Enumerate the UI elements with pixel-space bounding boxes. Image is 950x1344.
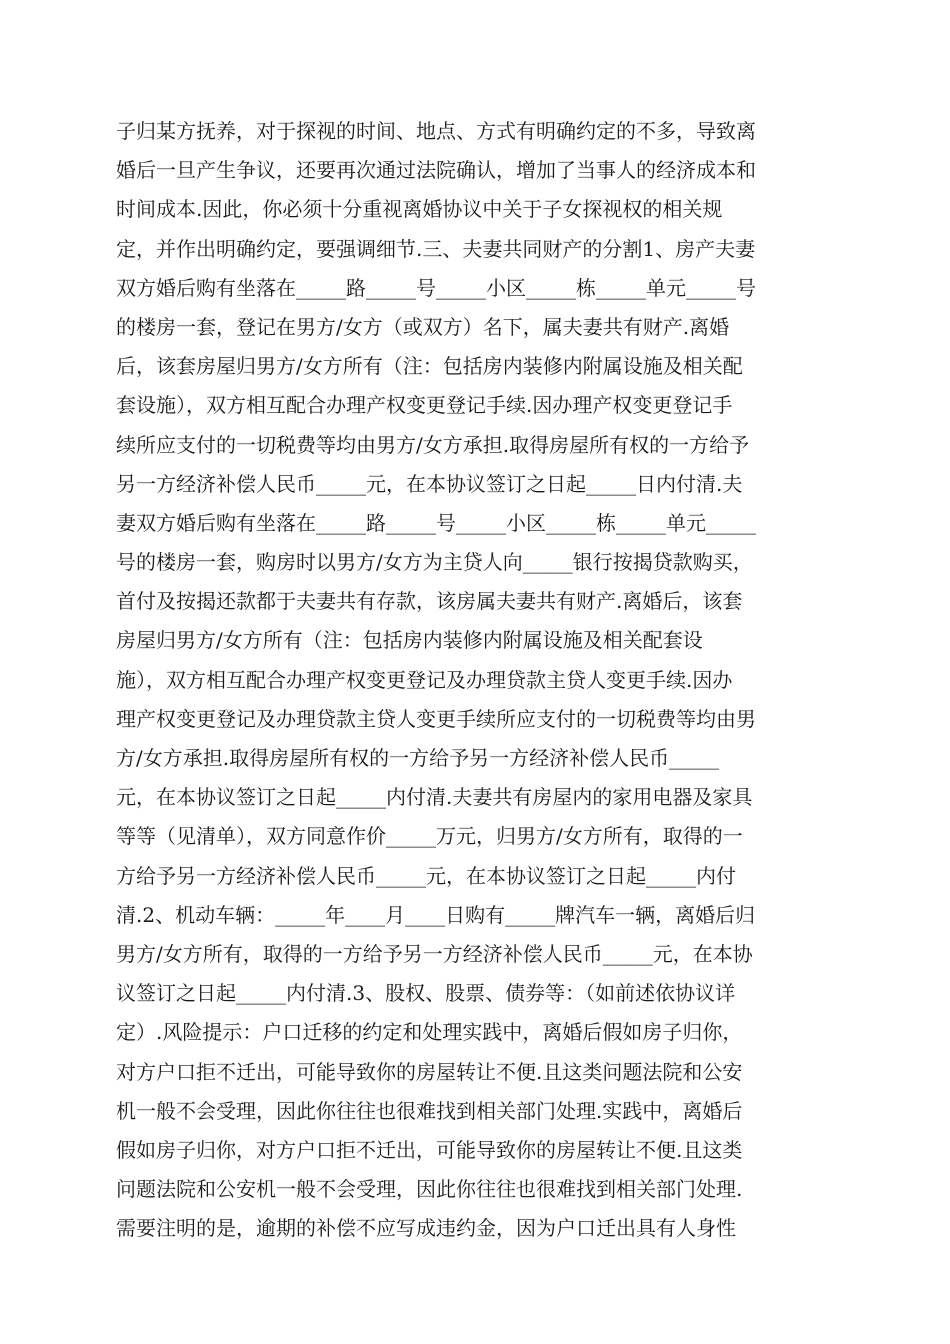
text-line: 元，在本协议签订之日起_____内付清.夫妻共有房屋内的家用电器及家具	[116, 785, 753, 810]
text-line: 另一方经济补偿人民币_____元，在本协议签订之日起_____日内付清.夫	[116, 471, 743, 496]
text-line: 号的楼房一套，购房时以男方/女方为主贷人向_____银行按揭贷款购买，	[116, 550, 753, 575]
text-line: 妻双方婚后购有坐落在_____路_____号_____小区_____栋_____单元_____	[116, 510, 756, 535]
text-line: 清.2、机动车辆：_____年____月____日购有_____牌汽车一辆，离婚后归	[116, 902, 756, 927]
body-text	[116, 112, 836, 1248]
text-line: 议签订之日起_____内付清.3、股权、股票、债券等：（如前述依协议详	[116, 981, 736, 1006]
text-line: 等等（见清单），双方同意作价_____万元，归男方/女方所有，取得的一	[116, 824, 743, 849]
text-line: 理产权变更登记及办理贷款主贷人变更手续所应支付的一切税费等均由男	[116, 706, 756, 731]
text-line: 问题法院和公安机一般不会受理，因此你往往也很难找到相关部门处理.	[116, 1177, 743, 1202]
text-line: 婚后一旦产生争议，还要再次通过法院确认，增加了当事人的经济成本和	[116, 158, 756, 183]
text-line: 套设施），双方相互配合办理产权变更登记手续.因办理产权变更登记手	[116, 393, 733, 418]
text-line: 后，该套房屋归男方/女方所有（注：包括房内装修内附属设施及相关配	[116, 354, 743, 379]
text-line: 方给予另一方经济补偿人民币_____元，在本协议签订之日起_____内付	[116, 863, 736, 888]
text-line: 假如房子归你，对方户口拒不迁出，可能导致你的房屋转让不便.且这类	[116, 1137, 743, 1162]
text-line: 男方/女方所有，取得的一方给予另一方经济补偿人民币_____元，在本协	[116, 941, 753, 966]
text-line: 方/女方承担.取得房屋所有权的一方给予另一方经济补偿人民币_____	[116, 746, 720, 770]
text-line: 房屋归男方/女方所有（注：包括房内装修内附属设施及相关配套设	[116, 628, 703, 653]
text-line: 的楼房一套，登记在男方/女方（或双方）名下，属夫妻共有财产.离婚	[116, 314, 730, 339]
text-line: 定，并作出明确约定，要强调细节.三、夫妻共同财产的分割1、房产夫妻	[116, 236, 756, 261]
text-line: 续所应支付的一切税费等均由男方/女方承担.取得房屋所有权的一方给予	[116, 432, 750, 457]
text-line: 子归某方抚养，对于探视的时间、地点、方式有明确约定的不多，导致离	[116, 119, 756, 143]
text-line: 双方婚后购有坐落在_____路_____号_____小区_____栋_____单元_____号	[116, 275, 756, 300]
text-line: 首付及按揭还款都于夫妻共有存款，该房属夫妻共有财产.离婚后，该套	[116, 589, 743, 614]
text-line: 机一般不会受理，因此你往往也很难找到相关部门处理.实践中，离婚后	[116, 1098, 743, 1123]
text-line: 施），双方相互配合办理产权变更登记及办理贷款主贷人变更手续.因办	[116, 667, 733, 692]
text-line: 需要注明的是，逾期的补偿不应写成违约金，因为户口迁出具有人身性	[116, 1216, 736, 1241]
text-line: 定）.风险提示：户口迁移的约定和处理实践中，离婚后假如房子归你，	[116, 1020, 743, 1045]
text-line: 对方户口拒不迁出，可能导致你的房屋转让不便.且这类问题法院和公安	[116, 1059, 743, 1084]
text-line: 时间成本.因此，你必须十分重视离婚协议中关于子女探视权的相关规	[116, 197, 723, 222]
